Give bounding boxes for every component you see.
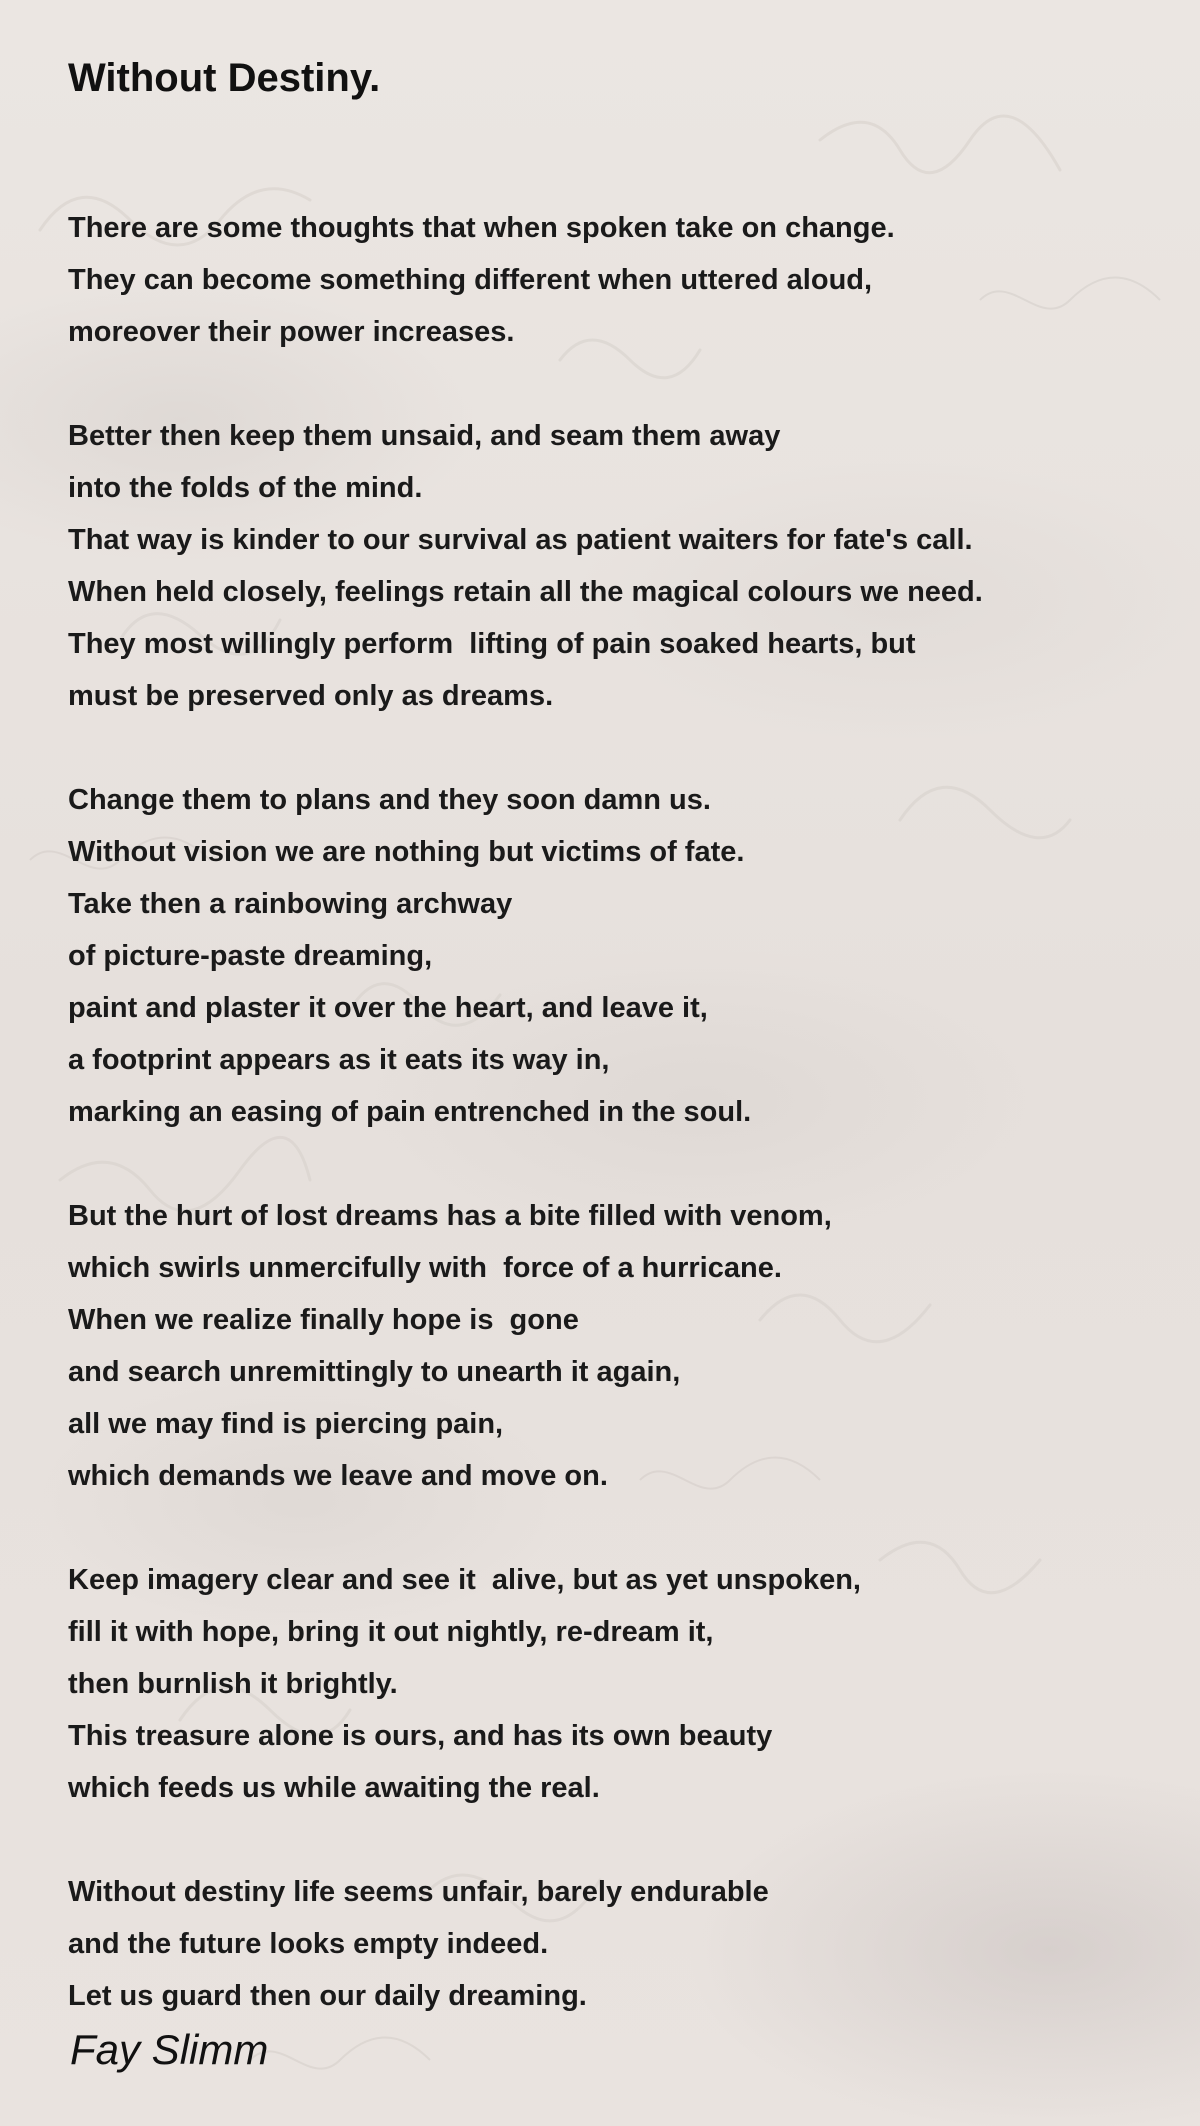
poem-line: into the folds of the mind. xyxy=(68,472,423,504)
stanza-break xyxy=(68,1814,1168,1866)
poem-line: There are some thoughts that when spoken take on change. xyxy=(68,212,895,244)
stanza-break xyxy=(68,722,1168,774)
poem-line: which swirls unmercifully with force of a hurricane. xyxy=(68,1252,782,1284)
poem-line: This treasure alone is ours, and has its own beauty xyxy=(68,1720,773,1752)
poem-line: all we may find is piercing pain, xyxy=(68,1408,504,1440)
poem-line: Take then a rainbowing archway xyxy=(68,888,513,920)
poem-line: When we realize finally hope is gone xyxy=(68,1304,579,1336)
poem-line: which feeds us while awaiting the real. xyxy=(68,1772,600,1804)
poem-line: of picture-paste dreaming, xyxy=(68,940,433,972)
poem-body xyxy=(68,202,1168,2022)
poem-line: That way is kinder to our survival as patient waiters for fate's call. xyxy=(68,524,973,556)
poem-line: Let us guard then our daily dreaming. xyxy=(68,1980,587,2012)
poem-line: must be preserved only as dreams. xyxy=(68,680,554,712)
poem-line: and search unremittingly to unearth it again, xyxy=(68,1356,681,1388)
poem-line: Change them to plans and they soon damn us. xyxy=(68,784,711,816)
poem-line: When held closely, feelings retain all the magical colours we need. xyxy=(68,576,983,608)
poem-line: But the hurt of lost dreams has a bite filled with venom, xyxy=(68,1200,832,1232)
poem-line: then burnlish it brightly. xyxy=(68,1668,398,1700)
poem-line: Keep imagery clear and see it alive, but as yet unspoken, xyxy=(68,1564,861,1596)
poem-line: fill it with hope, bring it out nightly, re-dream it, xyxy=(68,1616,714,1648)
poem-line: paint and plaster it over the heart, and leave it, xyxy=(68,992,708,1024)
stanza-break xyxy=(68,1502,1168,1554)
poem-line: Without vision we are nothing but victims of fate. xyxy=(68,836,745,868)
poem-line: They can become something different when uttered aloud, xyxy=(68,264,873,296)
poem-container xyxy=(68,50,1168,2022)
stanza-break xyxy=(68,358,1168,410)
poem-title: Without Destiny. xyxy=(68,56,381,100)
poem-line: marking an easing of pain entrenched in the soul. xyxy=(68,1096,752,1128)
poem-line: a footprint appears as it eats its way in, xyxy=(68,1044,610,1076)
poem-line: They most willingly perform lifting of pain soaked hearts, but xyxy=(68,628,916,660)
poem-author: Fay Slimm xyxy=(70,2026,269,2073)
poem-line: Better then keep them unsaid, and seam them away xyxy=(68,420,781,452)
stanza-break xyxy=(68,1138,1168,1190)
poem-line: which demands we leave and move on. xyxy=(68,1460,608,1492)
poem-line: Without destiny life seems unfair, barely endurable xyxy=(68,1876,769,1908)
poem-line: moreover their power increases. xyxy=(68,316,515,348)
poem-line: and the future looks empty indeed. xyxy=(68,1928,549,1960)
